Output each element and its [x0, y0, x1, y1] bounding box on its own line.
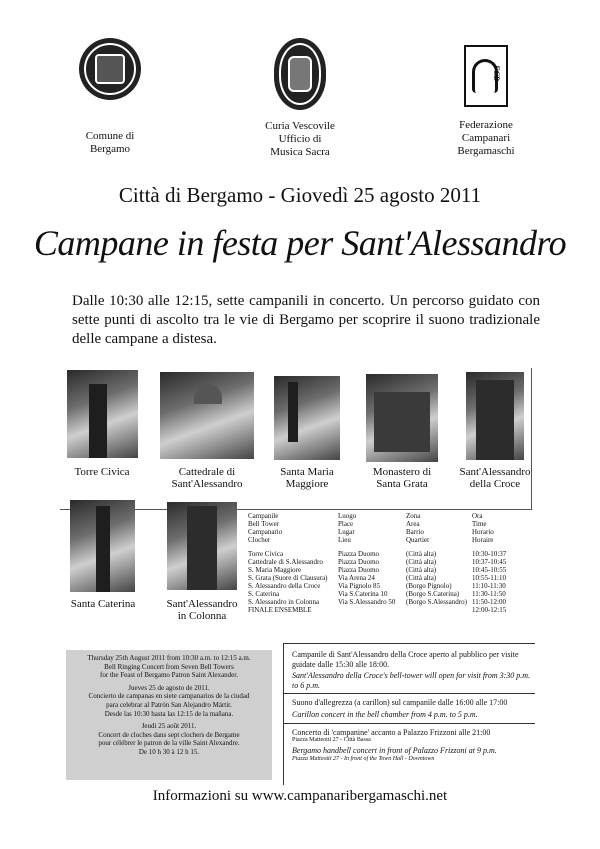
- table-row: [248, 520, 536, 528]
- table-row: [248, 606, 536, 614]
- concert-text-en: Bergamo handbell concert in front of Palazzo Frizzoni at 9 p.m.: [292, 746, 497, 756]
- photo-santa-maria-maggiore: [274, 376, 340, 460]
- caption-cattedrale: Cattedrale di Sant'Alessandro: [171, 466, 243, 490]
- table-row: [248, 574, 536, 582]
- table-cell: Lieu: [338, 536, 351, 544]
- table-cell: S. Alessandro della Croce: [248, 582, 321, 590]
- table-cell: 12:00-12:15: [472, 606, 507, 614]
- table-cell: Quartier: [406, 536, 430, 544]
- schedule-table: [248, 512, 536, 614]
- concert-text-it: Concerto di 'campanine' accanto a Palazzo Frizzoni alle 21:00: [292, 727, 491, 737]
- photo-santa-caterina: [70, 500, 135, 592]
- table-cell: Torre Civica: [248, 550, 284, 558]
- logo-curia-vescovile: [255, 38, 345, 159]
- translation-paragraph: [70, 684, 268, 718]
- table-cell: Place: [338, 520, 354, 528]
- curia-label-1: Curia Vescovile: [265, 120, 335, 132]
- table-row: [248, 582, 536, 590]
- translation-line: Jueves 25 de agosto de 2011.: [128, 683, 210, 692]
- table-cell: 10:45-10:55: [472, 566, 507, 574]
- table-cell: Zona: [406, 512, 421, 520]
- logo-fcb: [446, 45, 526, 158]
- table-cell: S. Alessandro in Colonna: [248, 598, 320, 606]
- table-cell: Via S.Caterina 10: [338, 590, 388, 598]
- fcb-bell-icon: FCB: [464, 45, 508, 107]
- carillon-text-it: Suono d'allegrezza (a carillon) sul campanile dalle 16:00 alle 17:00: [292, 698, 508, 708]
- translation-paragraph: [70, 654, 268, 680]
- table-cell: Lugar: [338, 528, 355, 536]
- translation-line: Jeudi 25 août 2011.: [141, 722, 197, 731]
- table-cell: Via S.Alessandro 50: [338, 598, 396, 606]
- logo-comune-bergamo: [70, 38, 150, 156]
- table-cell: S. Maria Maggiore: [248, 566, 302, 574]
- table-cell: (Borgo S.Alessandro): [406, 598, 467, 606]
- table-cell: Horaire: [472, 536, 494, 544]
- table-cell: S. Grata (Suore di Clausura): [248, 574, 328, 582]
- table-cell: Ora: [472, 512, 483, 520]
- schedule-header: [248, 512, 536, 544]
- table-cell: 10:37-10:45: [472, 558, 507, 566]
- table-row: [248, 598, 536, 606]
- photo-torre-civica: [67, 370, 138, 458]
- table-cell: (Città alta): [406, 566, 437, 574]
- table-cell: FINALE ENSEMBLE: [248, 606, 312, 614]
- caption-santa-grata: Monastero di Santa Grata: [372, 466, 432, 490]
- table-cell: Luogo: [338, 512, 357, 520]
- photo-sant-alessandro-croce: [466, 372, 524, 460]
- table-cell: Campanile: [248, 512, 279, 520]
- translation-line: Desde las 10:30 hasta las 12:15 de la mañana.: [104, 709, 234, 718]
- photo-sant-alessandro-colonna: [167, 502, 237, 590]
- caption-santa-caterina: Santa Caterina: [70, 598, 136, 610]
- table-cell: Clocher: [248, 536, 271, 544]
- table-cell: Piazza Duomo: [338, 566, 380, 574]
- carillon-text-en: Carillon concert in the bell chamber from 4 p.m. to 5 p.m.: [292, 709, 478, 719]
- table-cell: Via Pignolo 85: [338, 582, 380, 590]
- table-cell: 11:50-12:00: [472, 598, 506, 606]
- concert-place-it: Piazza Matteotti 27 - Città Bassa: [292, 737, 371, 744]
- table-cell: Via Arena 24: [338, 574, 375, 582]
- table-cell: (Città alta): [406, 550, 437, 558]
- schedule-body: [248, 550, 536, 614]
- table-row: [248, 566, 536, 574]
- caption-sant-alessandro-croce: Sant'Alessandro della Croce: [459, 466, 531, 490]
- translations-box: [66, 650, 272, 780]
- table-row: [248, 512, 536, 520]
- table-row: [248, 528, 536, 536]
- visit-text-it: Campanile di Sant'Alessandro della Croce aperto al pubblico per visite guidate dalle 15:30 alle 18:00.: [292, 650, 519, 669]
- caption-santa-maria-maggiore: Santa Maria Maggiore: [280, 466, 334, 490]
- intro-paragraph: Dalle 10:30 alle 12:15, sette campanili in concerto. Un percorso guidato con sette punti di ascolto tra le vie di Bergamo per scoprire il suono tradizionale delle campane a distesa.: [72, 293, 540, 347]
- table-cell: [338, 606, 406, 614]
- translation-line: Concierto de campanas en siete campanarios de la ciudad: [88, 692, 250, 701]
- translation-line: Thursday 25th August 2011 from 10:30 a.m. to 12:15 a.m.: [87, 654, 251, 662]
- table-row: [248, 550, 536, 558]
- table-cell: Area: [406, 520, 420, 528]
- table-cell: 11:10-11:30: [472, 582, 506, 590]
- comune-label-2: Bergamo: [89, 143, 131, 155]
- table-cell: Time: [472, 520, 487, 528]
- photo-santa-grata: [366, 374, 438, 462]
- photo-cattedrale: [160, 372, 254, 459]
- table-row: [248, 536, 536, 544]
- table-cell: Bell Tower: [248, 520, 280, 528]
- comune-label-1: Comune di: [85, 130, 135, 142]
- table-cell: Barrio: [406, 528, 424, 536]
- fcb-label-2: Campanari: [461, 132, 511, 144]
- table-cell: Piazza Duomo: [338, 550, 380, 558]
- table-cell: Cattedrale di S.Alessandro: [248, 558, 323, 566]
- table-cell: (Città alta): [406, 558, 437, 566]
- visit-text-en: Sant'Alessandro della Croce's bell-tower will open for visit from 3:30 p.m. to 6 p.m.: [292, 671, 531, 690]
- events-box: [283, 643, 535, 785]
- curia-label-2: Ufficio di: [278, 133, 322, 145]
- curia-seal-icon: [274, 38, 326, 110]
- table-cell: Horario: [472, 528, 494, 536]
- bergamo-seal-icon: [79, 38, 141, 100]
- table-cell: [406, 606, 472, 614]
- translation-line: for the Feast of Bergamo Patron Saint Alexander.: [100, 671, 238, 680]
- table-cell: 10:55-11:10: [472, 574, 506, 582]
- table-row: [248, 590, 536, 598]
- table-cell: 11:30-11:50: [472, 590, 506, 598]
- translation-line: para celebrar al Patrón San Alejandro Mártir.: [106, 700, 232, 709]
- table-row: [248, 558, 536, 566]
- page-title: Campane in festa per Sant'Alessandro: [33, 223, 567, 263]
- translation-line: Bell Ringing Concert from Seven Bell Towers: [104, 662, 234, 671]
- table-cell: Campanario: [248, 528, 283, 536]
- concert-place-en: Piazza Matteotti 27 - In front of the Town Hall - Downtown: [292, 755, 435, 762]
- caption-torre-civica: Torre Civica: [74, 466, 130, 478]
- table-cell: (Città alta): [406, 574, 437, 582]
- table-cell: (Borgo S.Caterina): [406, 590, 460, 598]
- translation-line: pour célébrer le patron de la ville Saint Alexandre.: [98, 739, 240, 748]
- translation-paragraph: [70, 722, 268, 756]
- translation-line: De 10 h 30 à 12 h 15.: [138, 747, 200, 756]
- fcb-label-3: Bergamaschi: [457, 145, 515, 157]
- caption-sant-alessandro-colonna: Sant'Alessandro in Colonna: [166, 598, 238, 622]
- event-date-heading: Città di Bergamo - Giovedì 25 agosto 2011: [118, 183, 482, 207]
- table-cell: (Borgo Pignolo): [406, 582, 452, 590]
- table-cell: S. Caterina: [248, 590, 280, 598]
- info-footer: Informazioni su www.campanaribergamaschi.net: [152, 788, 448, 804]
- curia-label-3: Musica Sacra: [270, 146, 330, 158]
- table-cell: 10:30-10:37: [472, 550, 507, 558]
- fcb-label-1: Federazione: [459, 119, 513, 131]
- table-cell: Piazza Duomo: [338, 558, 380, 566]
- translation-line: Concert de cloches dans sept clochers de Bergame: [98, 730, 240, 739]
